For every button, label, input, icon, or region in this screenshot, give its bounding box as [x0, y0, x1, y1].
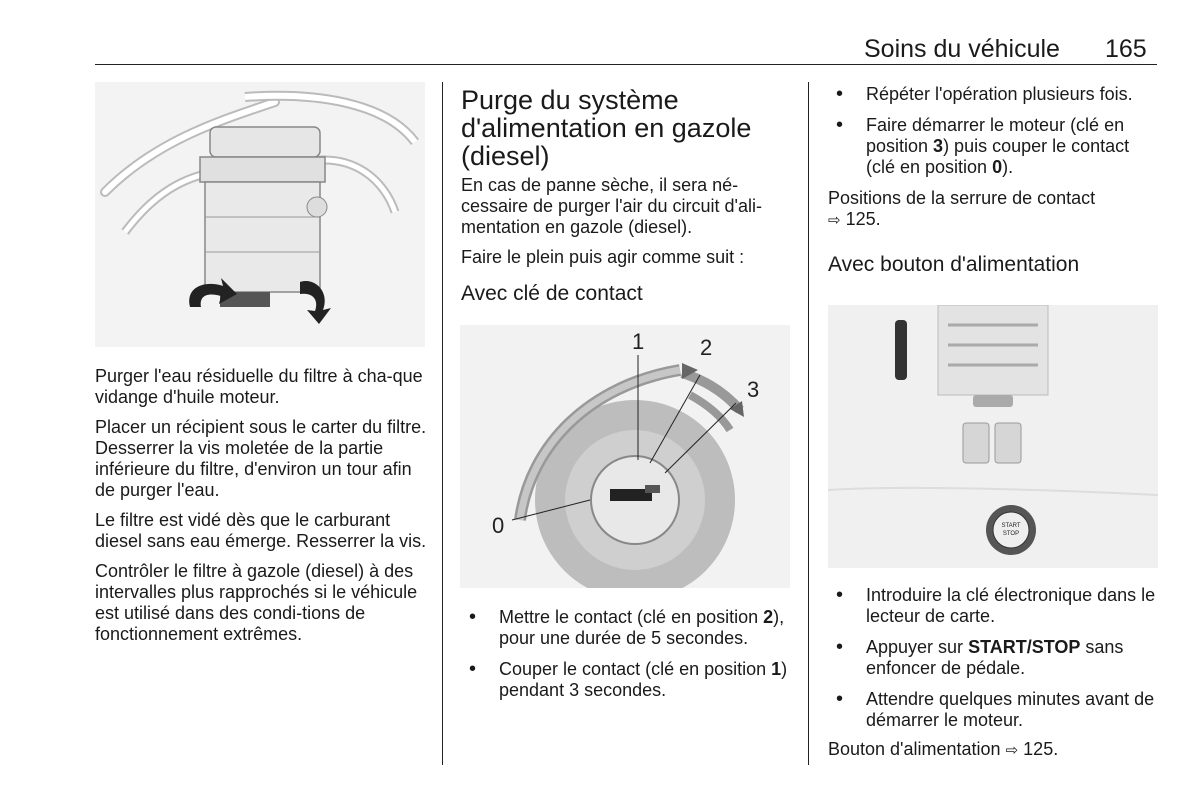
fuel-filter-drain-figure: [95, 82, 425, 347]
right-column-text: [828, 84, 1163, 291]
subheading: Avec bouton d'alimentation: [828, 253, 1080, 276]
cross-reference[interactable]: Bouton d'alimentation ⇨ 125.: [828, 739, 1059, 759]
column-divider-right: [808, 82, 809, 765]
list-item: • Mettre le contact (clé en position 2), pour une durée de 5 secondes.: [461, 607, 796, 649]
start-stop-button-illustration-icon: [828, 305, 1158, 568]
paragraph: Placer un récipient sous le carter du filtre. Desserrer la vis moletée de la partie inférieure du filtre, d'environ un tour afin de purger l'eau.: [95, 417, 427, 500]
column-divider-left: [442, 82, 443, 765]
cross-reference[interactable]: Positions de la serrure de contact ⇨ 125.: [828, 188, 1096, 229]
list-item: • Introduire la clé électronique dans le lecteur de carte.: [828, 585, 1163, 627]
start-stop-figure: [828, 305, 1158, 568]
left-column-text: [95, 366, 430, 654]
right-column-bullets: [828, 585, 1163, 770]
reference-arrow-icon: ⇨: [1005, 741, 1019, 759]
reference-arrow-icon: ⇨: [828, 211, 841, 229]
button-text-stop: STOP: [1002, 531, 1020, 537]
middle-column-bullets: [461, 607, 796, 711]
list-item: • Attendre quelques minutes avant de démarrer le moteur.: [828, 689, 1163, 731]
list-item: • Appuyer sur START/STOP sans enfoncer de pédale.: [828, 637, 1163, 679]
fuel-filter-drain-illustration-icon: [95, 82, 425, 347]
button-text-start: START: [1001, 523, 1021, 529]
paragraph: Faire le plein puis agir comme suit :: [461, 247, 745, 267]
paragraph: En cas de panne sèche, il sera né-cessaire de purger l'air du circuit d'ali-mentation en gazole (diesel).: [461, 175, 762, 237]
list-item: • Faire démarrer le moteur (clé en position 3) puis couper le contact (clé en position 0).: [828, 115, 1163, 178]
position-label-0: 0: [492, 513, 505, 538]
middle-column-text: [461, 86, 791, 320]
paragraph: Contrôler le filtre à gazole (diesel) à des intervalles plus rapprochés si le véhicule est utilisé dans des condi-tions de fonctionnement extrêmes.: [95, 561, 418, 644]
section-title: Purge du système d'alimentation en gazole (diesel): [461, 85, 752, 171]
ignition-switch-positions-illustration-icon: [460, 325, 790, 588]
page-number: 165: [1105, 35, 1147, 63]
header-divider: [95, 64, 1157, 65]
position-label-2: 2: [700, 335, 713, 360]
ignition-switch-figure: [460, 325, 790, 588]
position-label-1: 1: [632, 329, 645, 354]
paragraph: Purger l'eau résiduelle du filtre à cha-que vidange d'huile moteur.: [95, 366, 423, 407]
list-item: • Répéter l'opération plusieurs fois.: [828, 84, 1163, 105]
list-item: • Couper le contact (clé en position 1) pendant 3 secondes.: [461, 659, 796, 701]
page-header-title: Soins du véhicule: [864, 35, 1060, 63]
subheading: Avec clé de contact: [461, 282, 643, 305]
paragraph: Le filtre est vidé dès que le carburant diesel sans eau émerge. Resserrer la vis.: [95, 510, 427, 551]
position-label-3: 3: [747, 377, 760, 402]
